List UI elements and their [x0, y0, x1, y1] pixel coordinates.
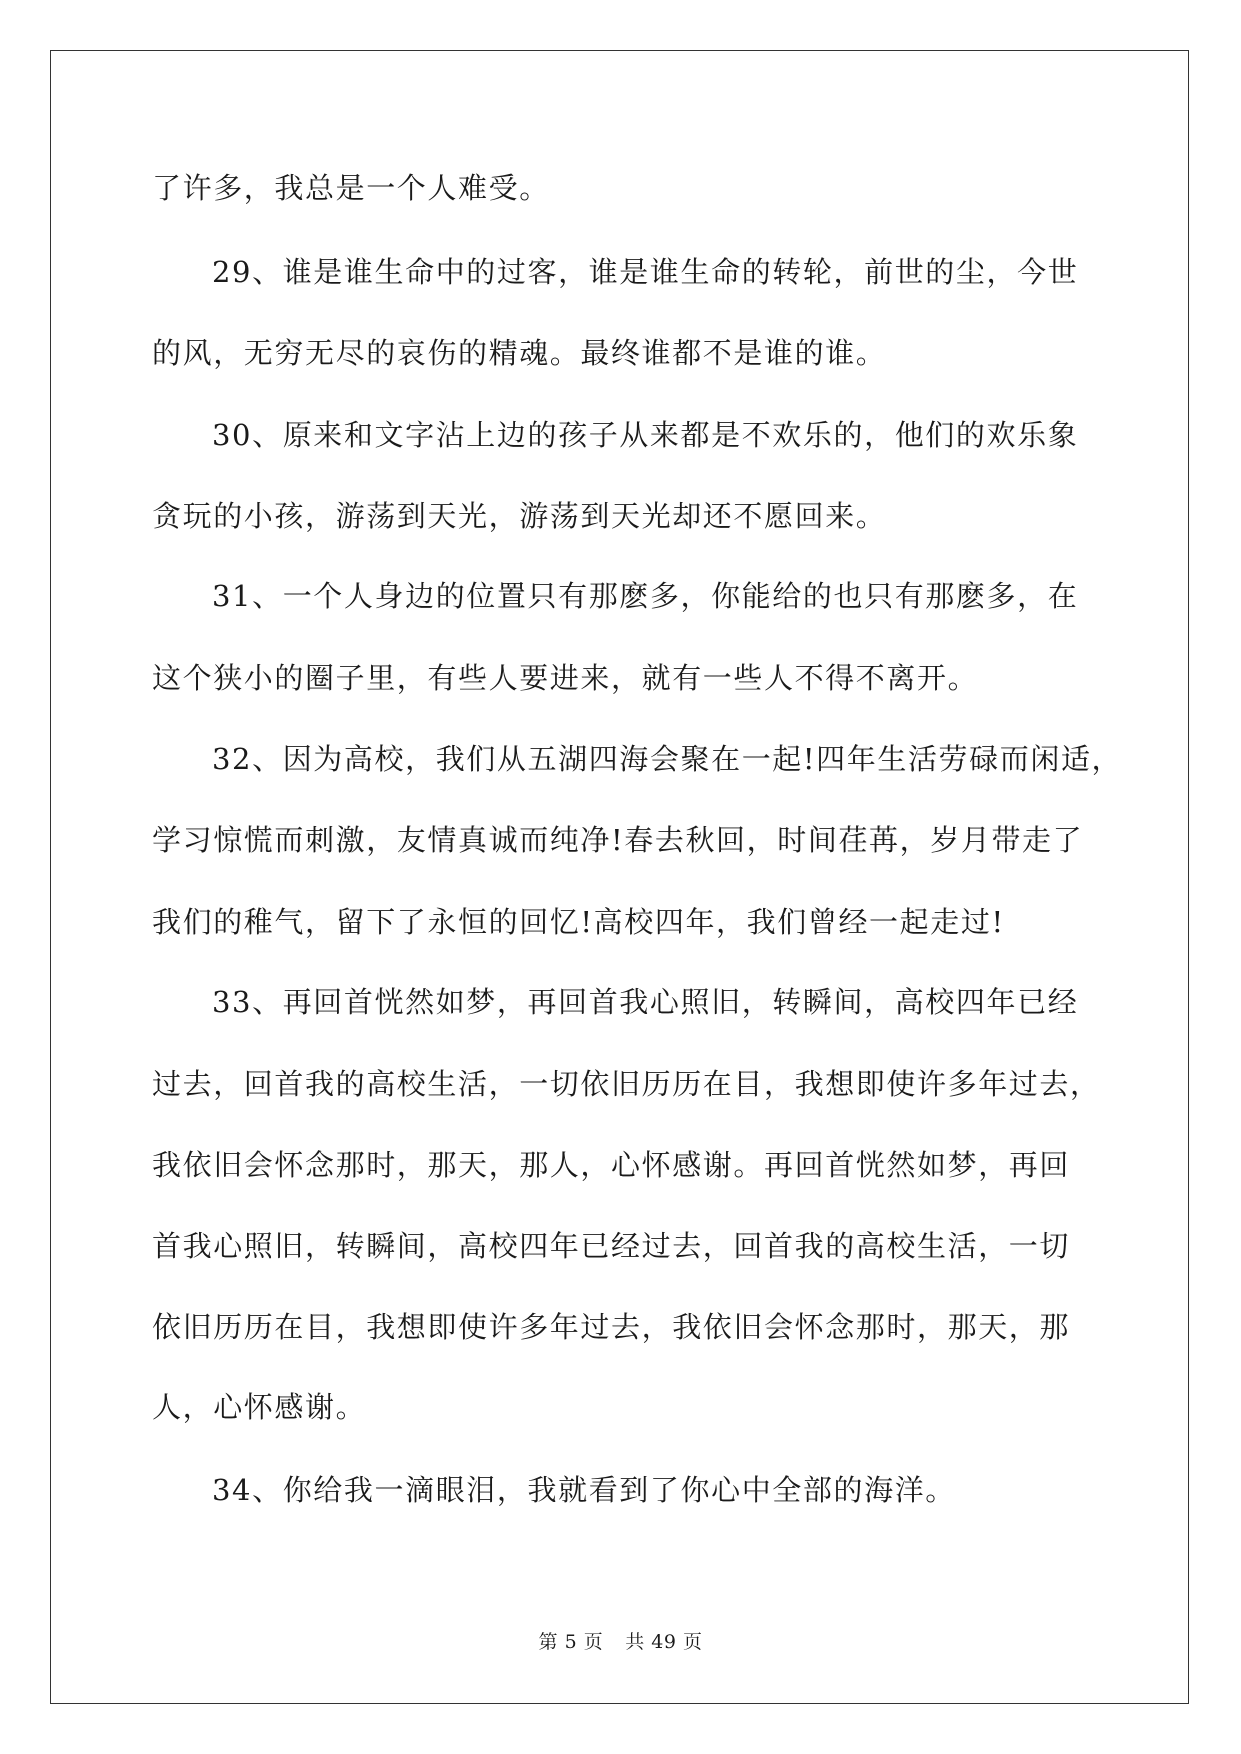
paragraph-line: 人，心怀感谢。	[152, 1390, 367, 1424]
paragraph-line: 依旧历历在目，我想即使许多年过去，我依旧会怀念那时，那天，那	[152, 1310, 1071, 1344]
paragraph-line: 32、因为高校，我们从五湖四海会聚在一起!四年生活劳碌而闲适，	[212, 742, 1123, 776]
paragraph-line: 了许多，我总是一个人难受。	[152, 171, 550, 205]
paragraph-line: 过去，回首我的高校生活，一切依旧历历在目，我想即使许多年过去，	[152, 1067, 1101, 1101]
paragraph-line: 33、再回首恍然如梦，再回首我心照旧，转瞬间，高校四年已经	[212, 985, 1079, 1019]
paragraph-line: 我们的稚气，留下了永恒的回忆!高校四年，我们曾经一起走过!	[152, 905, 1005, 939]
paragraph-line: 29、谁是谁生命中的过客，谁是谁生命的转轮，前世的尘，今世	[212, 255, 1079, 289]
paragraph-line: 这个狭小的圈子里，有些人要进来，就有一些人不得不离开。	[152, 661, 979, 695]
page-number: 第 5 页	[538, 1631, 604, 1653]
page-footer	[0, 1630, 1241, 1654]
paragraph-line: 的风，无穷无尽的哀伤的精魂。最终谁都不是谁的谁。	[152, 336, 887, 370]
paragraph-line: 34、你给我一滴眼泪，我就看到了你心中全部的海洋。	[212, 1473, 956, 1507]
paragraph-line: 我依旧会怀念那时，那天，那人，心怀感谢。再回首恍然如梦，再回	[152, 1148, 1071, 1182]
paragraph-line: 贪玩的小孩，游荡到天光，游荡到天光却还不愿回来。	[152, 499, 887, 533]
paragraph-line: 31、一个人身边的位置只有那麽多，你能给的也只有那麽多，在	[212, 579, 1079, 613]
paragraph-line: 学习惊慌而刺激，友情真诚而纯净!春去秋回，时间荏苒，岁月带走了	[152, 823, 1084, 857]
paragraph-line: 30、原来和文字沾上边的孩子从来都是不欢乐的，他们的欢乐象	[212, 418, 1079, 452]
page-total: 共 49 页	[625, 1631, 703, 1653]
page-border	[50, 50, 1189, 1704]
paragraph-line: 首我心照旧，转瞬间，高校四年已经过去，回首我的高校生活，一切	[152, 1229, 1071, 1263]
